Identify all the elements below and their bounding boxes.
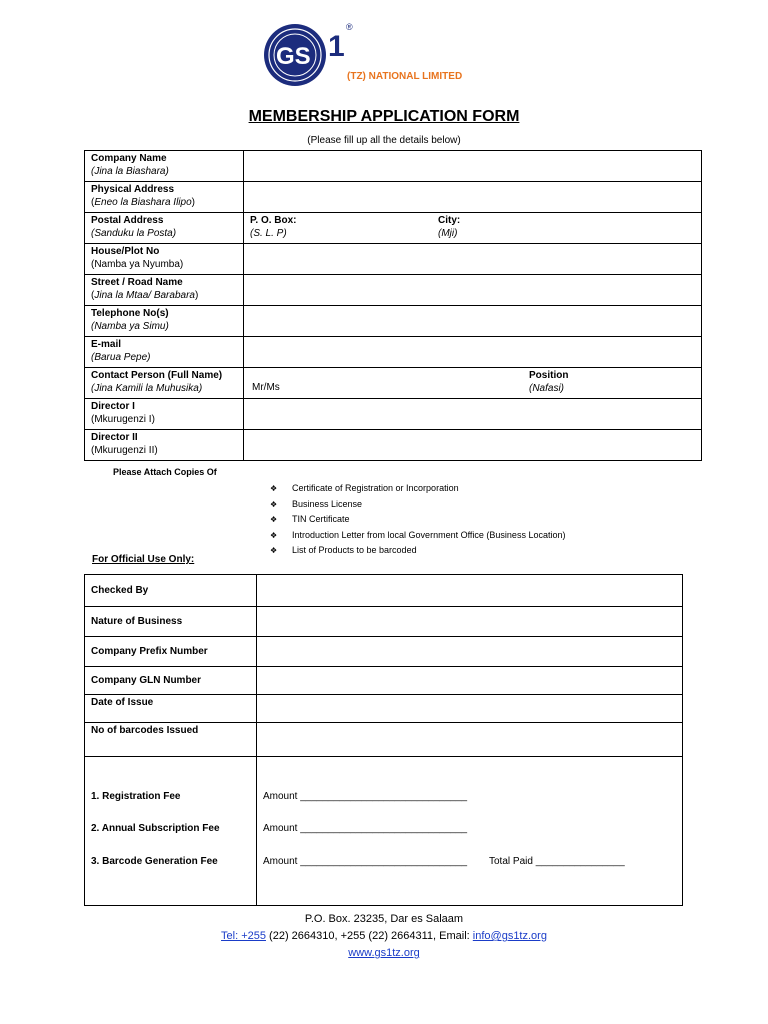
- applicant-details-table: [84, 150, 702, 461]
- street-sw: Jina la Mtaa/ Barabara: [94, 290, 195, 301]
- attach-item: ❖ TIN Certificate: [270, 512, 565, 528]
- official-row: [85, 695, 683, 723]
- official-row: [85, 667, 683, 695]
- director2-sw: (Mkurugenzi II): [91, 445, 158, 456]
- company-name-label-cell: [85, 151, 244, 182]
- pobox-label: P. O. Box:: [250, 215, 297, 226]
- barcodes-issued-label: No of barcodes Issued: [85, 723, 257, 757]
- website-link[interactable]: www.gs1tz.org: [348, 947, 420, 959]
- director1-sw: (Mkurugenzi I): [91, 414, 155, 425]
- director1-label: Director I: [91, 401, 135, 412]
- company-prefix-field[interactable]: [257, 637, 683, 667]
- house-plot-field[interactable]: [244, 244, 702, 275]
- postal-address-label-cell: [85, 213, 244, 244]
- footer-address: P.O. Box. 23235, Dar es Salaam: [304, 913, 464, 925]
- company-gln-field[interactable]: [257, 667, 683, 695]
- attach-item: ❖ Introduction Letter from local Government Office (Business Location): [270, 528, 565, 544]
- contact-person-sw: (Jina Kamili la Muhusika): [91, 383, 203, 394]
- postal-address-row: [85, 213, 702, 244]
- street-label-cell: [85, 275, 244, 306]
- email-label-cell: [85, 337, 244, 368]
- house-plot-sw: (Namba ya Nyumba): [91, 259, 184, 270]
- attach-item: ❖ List of Products to be barcoded: [270, 543, 565, 559]
- nature-of-business-label: Nature of Business: [85, 607, 257, 637]
- street-row: [85, 275, 702, 306]
- fees-amount-cell: [257, 757, 683, 906]
- director2-row: [85, 430, 702, 461]
- house-plot-label-cell: [85, 244, 244, 275]
- street-sw-open: (: [91, 290, 95, 301]
- director2-label-cell: [85, 430, 244, 461]
- barcode-generation-fee-label: 3. Barcode Generation Fee: [91, 856, 218, 867]
- contact-person-label: Contact Person (Full Name): [91, 370, 223, 381]
- pobox-sw: (S. L. P): [250, 228, 287, 239]
- date-of-issue-label: Date of Issue: [85, 695, 257, 723]
- telephone-link[interactable]: Tel: +255: [221, 930, 266, 942]
- physical-address-sw: Eneo la Biashara Ilipo: [94, 197, 192, 208]
- total-paid-field[interactable]: Total Paid ________________: [489, 856, 625, 867]
- director2-label: Director II: [91, 432, 138, 443]
- diamond-bullet-icon: ❖: [270, 515, 278, 524]
- fees-label-cell: [85, 757, 257, 906]
- postal-address-field[interactable]: [244, 213, 702, 244]
- company-name-field[interactable]: [244, 151, 702, 182]
- position-label: Position: [529, 370, 569, 381]
- date-of-issue-field[interactable]: [257, 695, 683, 723]
- diamond-bullet-icon: ❖: [270, 530, 278, 540]
- house-plot-row: [85, 244, 702, 275]
- barcode-generation-fee-amount[interactable]: Amount ______________________________: [263, 856, 468, 867]
- contact-person-field[interactable]: [244, 368, 702, 399]
- director1-row: [85, 399, 702, 430]
- fees-row: [85, 757, 683, 906]
- email-row: [85, 337, 702, 368]
- company-prefix-label: Company Prefix Number: [85, 637, 257, 667]
- annual-subscription-fee-label: 2. Annual Subscription Fee: [91, 823, 220, 834]
- form-subtitle: (Please fill up all the details below): [307, 135, 461, 146]
- annual-subscription-fee-amount[interactable]: Amount ______________________________: [263, 823, 468, 834]
- attach-heading: Please Attach Copies Of: [113, 467, 217, 477]
- diamond-bullet-icon: ❖: [270, 484, 278, 493]
- attach-item: ❖ Certificate of Registration or Incorporation: [270, 481, 565, 497]
- contact-person-row: [85, 368, 702, 399]
- gs1-logo: [262, 22, 492, 88]
- director2-field[interactable]: [244, 430, 702, 461]
- director1-field[interactable]: [244, 399, 702, 430]
- official-use-heading: For Official Use Only:: [92, 554, 195, 565]
- postal-address-label: Postal Address: [91, 215, 164, 226]
- checked-by-field[interactable]: [257, 575, 683, 607]
- telephone-label: Telephone No(s): [91, 308, 169, 319]
- street-label: Street / Road Name: [91, 277, 183, 288]
- svg-text:GS: GS: [276, 43, 311, 70]
- physical-address-label: Physical Address: [91, 184, 175, 195]
- telephone-row: [85, 306, 702, 337]
- postal-address-sw: (Sanduku la Posta): [91, 228, 177, 239]
- telephone-sw: (Namba ya Simu): [91, 321, 169, 332]
- telephone-label-cell: [85, 306, 244, 337]
- email-label: E-mail: [91, 339, 122, 350]
- diamond-bullet-icon: ❖: [270, 499, 278, 509]
- contact-person-label-cell: [85, 368, 244, 399]
- official-use-table: [84, 574, 683, 906]
- official-row: [85, 723, 683, 757]
- physical-address-sw-open: (: [91, 197, 95, 208]
- checked-by-label: Checked By: [85, 575, 257, 607]
- footer-website-line: [0, 947, 768, 959]
- contact-title: Mr/Ms: [252, 382, 280, 393]
- diamond-bullet-icon: ❖: [270, 546, 278, 555]
- email-sw: (Barua Pepe): [91, 352, 151, 363]
- physical-address-label-cell: [85, 182, 244, 213]
- city-sw: (Mji): [438, 228, 458, 239]
- physical-address-sw-close: ): [191, 197, 195, 208]
- company-name-label: Company Name: [91, 153, 167, 164]
- street-field[interactable]: [244, 275, 702, 306]
- logo-subtitle: (TZ) NATIONAL LIMITED: [347, 71, 463, 82]
- position-sw: (Nafasi): [529, 383, 565, 394]
- company-name-row: [85, 151, 702, 182]
- telephone-field[interactable]: [244, 306, 702, 337]
- barcodes-issued-field[interactable]: [257, 723, 683, 757]
- company-gln-label: Company GLN Number: [85, 667, 257, 695]
- registration-fee-amount[interactable]: Amount ______________________________: [263, 791, 468, 802]
- street-sw-close: ): [194, 290, 199, 301]
- official-row: [85, 637, 683, 667]
- registration-fee-label: 1. Registration Fee: [91, 791, 181, 802]
- footer-phones: (22) 2664310, +255 (22) 2664311, Email:: [265, 930, 473, 942]
- official-row: [85, 575, 683, 607]
- physical-address-field[interactable]: [244, 182, 702, 213]
- attach-list: [270, 481, 565, 559]
- physical-address-row: [85, 182, 702, 213]
- house-plot-label: House/Plot No: [91, 246, 160, 257]
- footer-contacts: [0, 930, 768, 942]
- email-field[interactable]: [244, 337, 702, 368]
- logo-one: 1: [328, 30, 345, 63]
- form-title: MEMBERSHIP APPLICATION FORM: [248, 108, 520, 125]
- director1-label-cell: [85, 399, 244, 430]
- official-row: [85, 607, 683, 637]
- nature-of-business-field[interactable]: [257, 607, 683, 637]
- company-name-sw: (Jina la Biashara): [91, 166, 169, 177]
- city-label: City:: [438, 215, 461, 226]
- email-link[interactable]: info@gs1tz.org: [472, 930, 547, 942]
- attach-item: ❖ Business License: [270, 497, 565, 513]
- registered-mark: ®: [346, 22, 353, 32]
